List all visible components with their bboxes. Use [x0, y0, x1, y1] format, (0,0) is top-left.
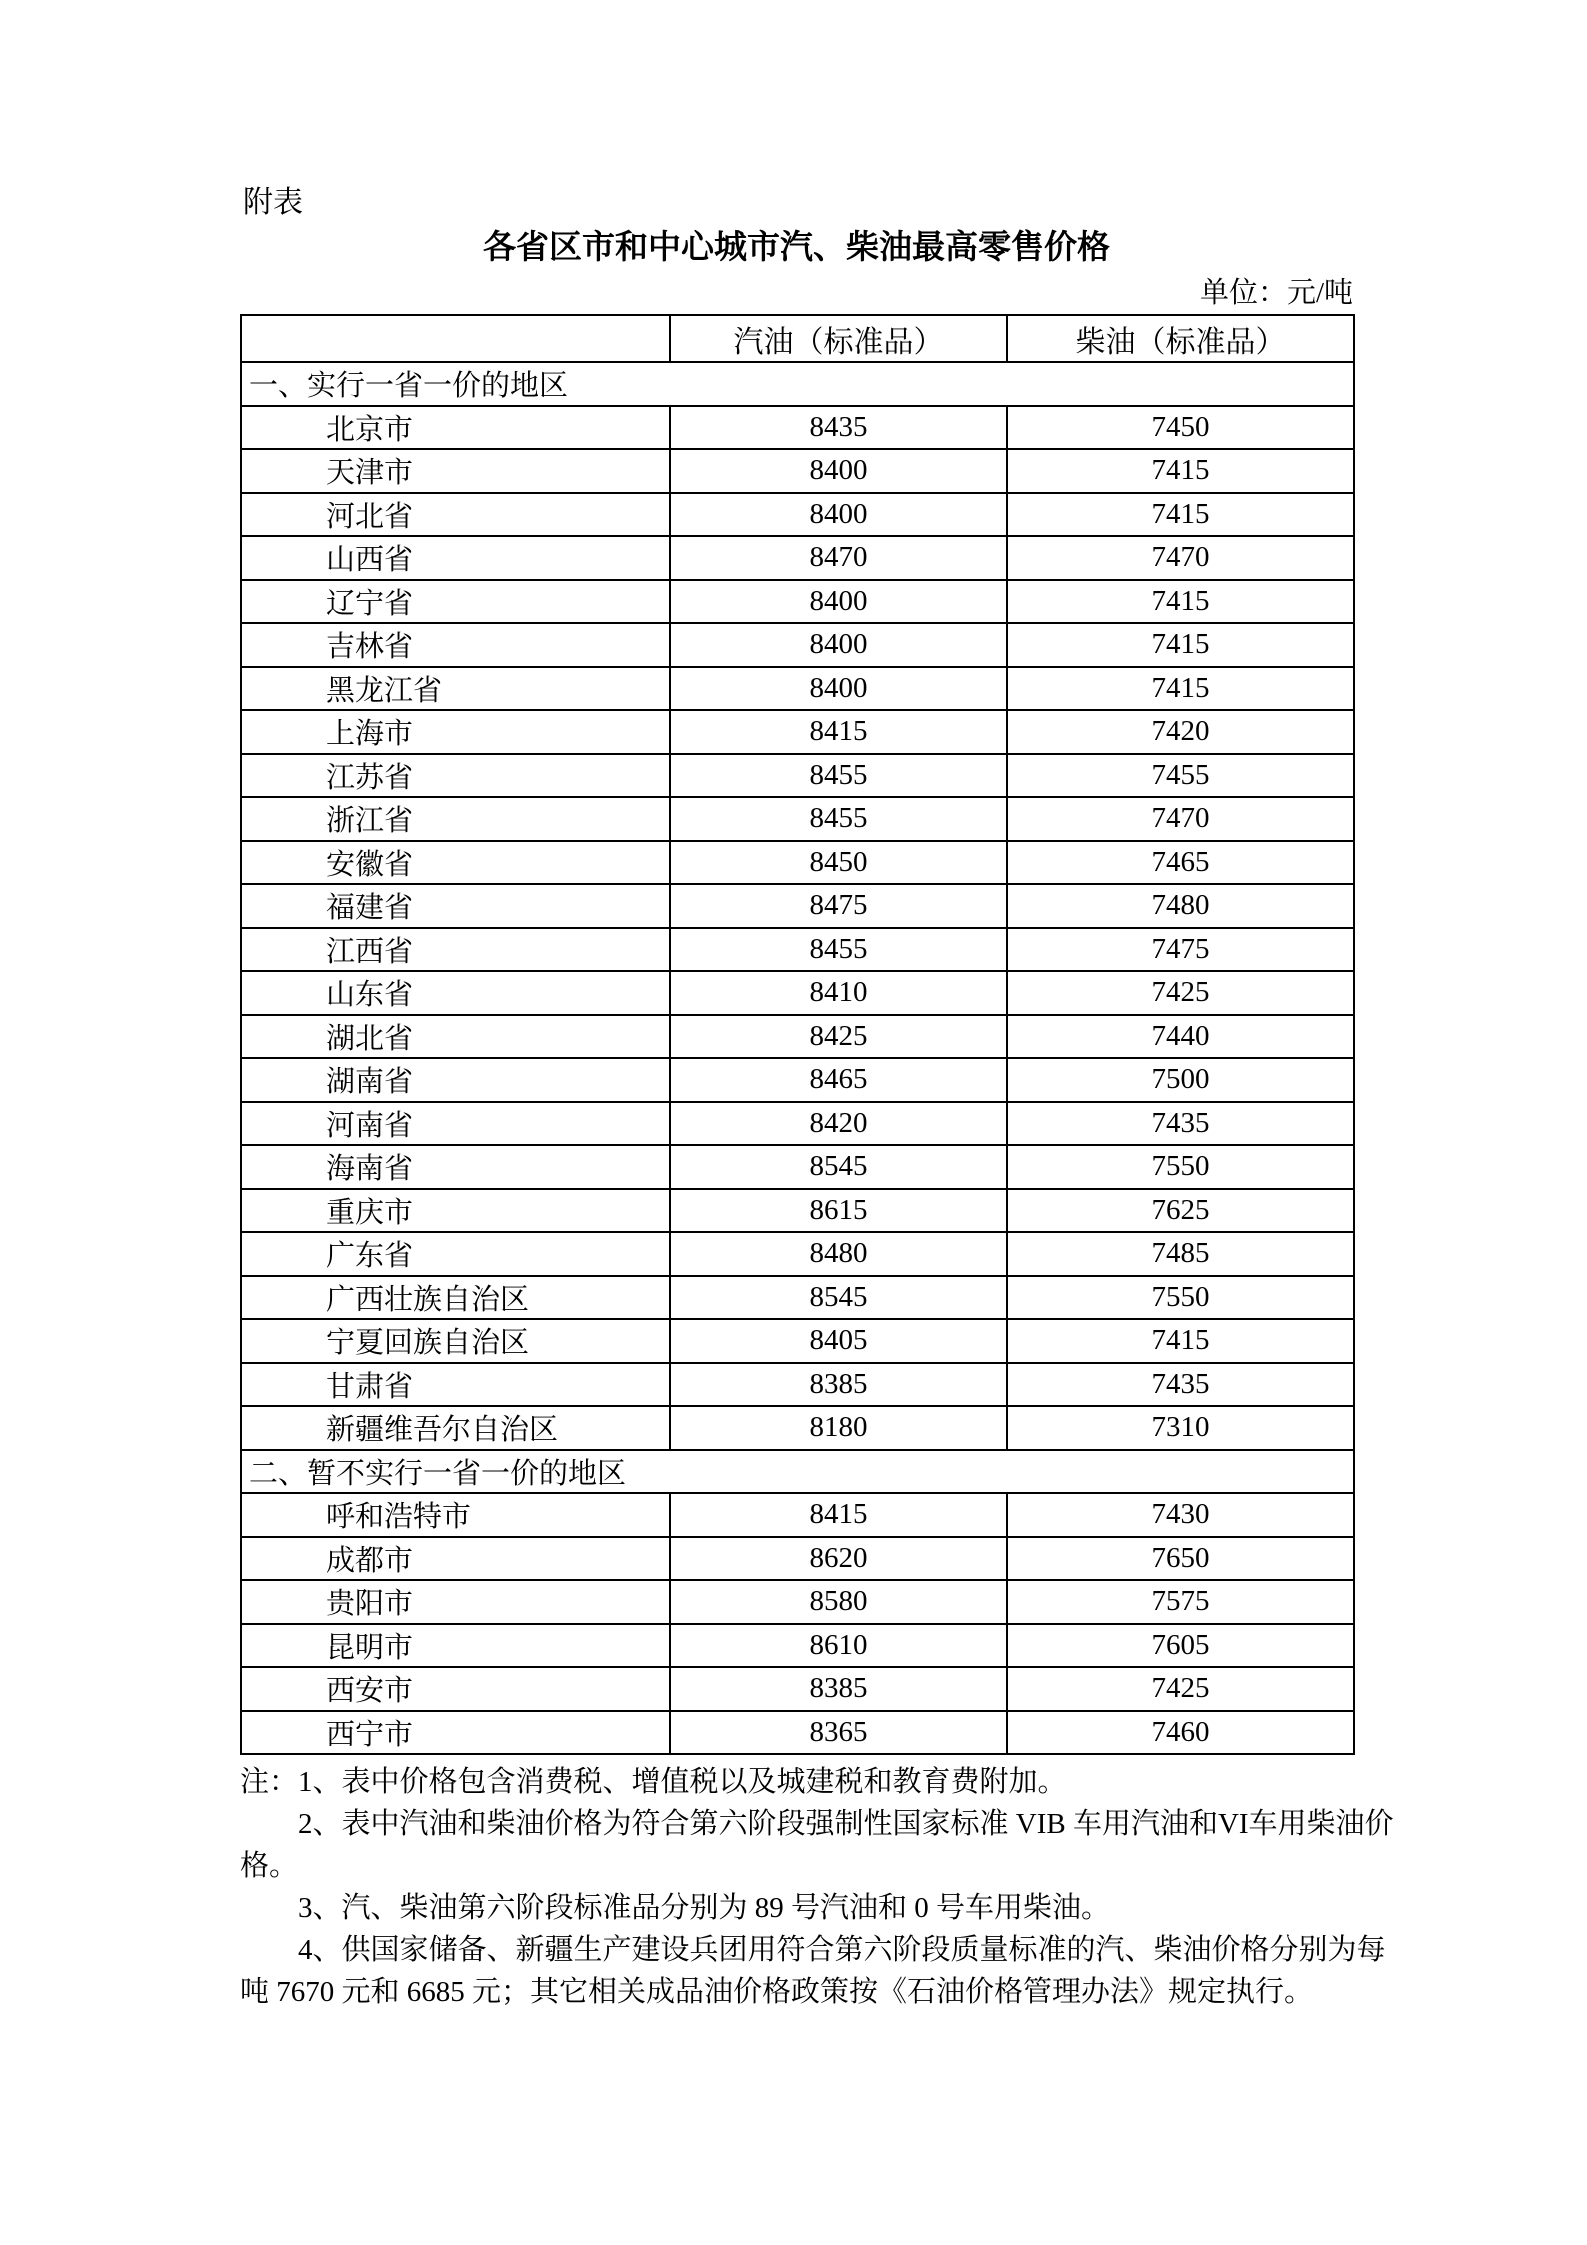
region-column-header	[241, 315, 670, 362]
region-cell: 西安市	[241, 1667, 670, 1711]
table-row	[241, 580, 1354, 624]
gasoline-price-cell: 8365	[670, 1711, 1007, 1755]
gasoline-price-cell: 8400	[670, 667, 1007, 711]
region-cell: 安徽省	[241, 841, 670, 885]
table-row	[241, 449, 1354, 493]
region-cell: 昆明市	[241, 1624, 670, 1668]
region-cell: 辽宁省	[241, 580, 670, 624]
table-row	[241, 1624, 1354, 1668]
gasoline-price-cell: 8435	[670, 406, 1007, 450]
diesel-price-cell: 7430	[1007, 1493, 1354, 1537]
diesel-price-cell: 7415	[1007, 1319, 1354, 1363]
table-row	[241, 1319, 1354, 1363]
region-cell: 江西省	[241, 928, 670, 972]
gasoline-price-cell: 8615	[670, 1189, 1007, 1233]
table-row	[241, 1711, 1354, 1755]
region-cell: 广西壮族自治区	[241, 1276, 670, 1320]
diesel-price-cell: 7605	[1007, 1624, 1354, 1668]
diesel-price-cell: 7415	[1007, 667, 1354, 711]
price-table	[240, 314, 1355, 1755]
diesel-price-cell: 7435	[1007, 1102, 1354, 1146]
table-row	[241, 667, 1354, 711]
diesel-price-cell: 7455	[1007, 754, 1354, 798]
table-row	[241, 1058, 1354, 1102]
attachment-label: 附表	[243, 186, 303, 219]
gasoline-price-cell: 8425	[670, 1015, 1007, 1059]
region-cell: 湖北省	[241, 1015, 670, 1059]
diesel-price-cell: 7425	[1007, 971, 1354, 1015]
note-line: 2、表中汽油和柴油价格为符合第六阶段强制性国家标准 VIB 车用汽油和VI车用柴油价	[298, 1808, 1394, 1840]
table-row	[241, 1145, 1354, 1189]
note-line: 格。	[240, 1850, 299, 1882]
region-cell: 山东省	[241, 971, 670, 1015]
gasoline-price-cell: 8455	[670, 928, 1007, 972]
unit-label: 单位：元/吨	[1199, 277, 1353, 309]
region-cell: 上海市	[241, 710, 670, 754]
diesel-column-header: 柴油（标准品）	[1007, 315, 1354, 362]
region-cell: 山西省	[241, 536, 670, 580]
diesel-price-cell: 7550	[1007, 1145, 1354, 1189]
note-line: 吨 7670 元和 6685 元；其它相关成品油价格政策按《石油价格管理办法》规定执行。	[240, 1976, 1314, 2008]
section-title-cell: 二、暂不实行一省一价的地区	[241, 1450, 1354, 1494]
table-row	[241, 1667, 1354, 1711]
gasoline-price-cell: 8480	[670, 1232, 1007, 1276]
table-row	[241, 841, 1354, 885]
diesel-price-cell: 7625	[1007, 1189, 1354, 1233]
table-row	[241, 1537, 1354, 1581]
table-row	[241, 406, 1354, 450]
gasoline-price-cell: 8385	[670, 1667, 1007, 1711]
diesel-price-cell: 7475	[1007, 928, 1354, 972]
diesel-price-cell: 7425	[1007, 1667, 1354, 1711]
region-cell: 宁夏回族自治区	[241, 1319, 670, 1363]
table-row	[241, 623, 1354, 667]
note-line: 注：1、表中价格包含消费税、增值税以及城建税和教育费附加。	[240, 1766, 1067, 1798]
gasoline-price-cell: 8400	[670, 493, 1007, 537]
diesel-price-cell: 7650	[1007, 1537, 1354, 1581]
region-cell: 浙江省	[241, 797, 670, 841]
region-cell: 广东省	[241, 1232, 670, 1276]
region-cell: 福建省	[241, 884, 670, 928]
diesel-price-cell: 7415	[1007, 449, 1354, 493]
price-table-header	[241, 315, 1354, 362]
diesel-price-cell: 7415	[1007, 580, 1354, 624]
diesel-price-cell: 7435	[1007, 1363, 1354, 1407]
note-line: 4、供国家储备、新疆生产建设兵团用符合第六阶段质量标准的汽、柴油价格分别为每	[298, 1934, 1386, 1966]
diesel-price-cell: 7470	[1007, 797, 1354, 841]
table-row	[241, 971, 1354, 1015]
notes	[240, 1761, 1394, 2013]
table-row	[241, 1015, 1354, 1059]
table-row	[241, 1493, 1354, 1537]
table-row	[241, 710, 1354, 754]
table-row	[241, 1406, 1354, 1450]
region-cell: 海南省	[241, 1145, 670, 1189]
gasoline-column-header: 汽油（标准品）	[670, 315, 1007, 362]
gasoline-price-cell: 8405	[670, 1319, 1007, 1363]
gasoline-price-cell: 8400	[670, 449, 1007, 493]
price-table-body	[241, 362, 1354, 1754]
table-row	[241, 928, 1354, 972]
region-cell: 甘肃省	[241, 1363, 670, 1407]
gasoline-price-cell: 8450	[670, 841, 1007, 885]
gasoline-price-cell: 8465	[670, 1058, 1007, 1102]
diesel-price-cell: 7420	[1007, 710, 1354, 754]
gasoline-price-cell: 8180	[670, 1406, 1007, 1450]
region-cell: 北京市	[241, 406, 670, 450]
region-cell: 天津市	[241, 449, 670, 493]
note-line: 3、汽、柴油第六阶段标准品分别为 89 号汽油和 0 号车用柴油。	[298, 1892, 1111, 1924]
gasoline-price-cell: 8580	[670, 1580, 1007, 1624]
region-cell: 贵阳市	[241, 1580, 670, 1624]
gasoline-price-cell: 8400	[670, 623, 1007, 667]
section-title-cell: 一、实行一省一价的地区	[241, 362, 1354, 406]
region-cell: 湖南省	[241, 1058, 670, 1102]
region-cell: 西宁市	[241, 1711, 670, 1755]
gasoline-price-cell: 8400	[670, 580, 1007, 624]
region-cell: 重庆市	[241, 1189, 670, 1233]
table-row	[241, 1580, 1354, 1624]
diesel-price-cell: 7500	[1007, 1058, 1354, 1102]
diesel-price-cell: 7415	[1007, 623, 1354, 667]
table-row	[241, 797, 1354, 841]
diesel-price-cell: 7415	[1007, 493, 1354, 537]
diesel-price-cell: 7480	[1007, 884, 1354, 928]
gasoline-price-cell: 8545	[670, 1276, 1007, 1320]
gasoline-price-cell: 8620	[670, 1537, 1007, 1581]
region-cell: 黑龙江省	[241, 667, 670, 711]
table-row	[241, 1189, 1354, 1233]
table-row	[241, 1363, 1354, 1407]
diesel-price-cell: 7575	[1007, 1580, 1354, 1624]
table-row	[241, 1232, 1354, 1276]
diesel-price-cell: 7440	[1007, 1015, 1354, 1059]
table-row	[241, 884, 1354, 928]
gasoline-price-cell: 8455	[670, 754, 1007, 798]
gasoline-price-cell: 8610	[670, 1624, 1007, 1668]
gasoline-price-cell: 8475	[670, 884, 1007, 928]
diesel-price-cell: 7465	[1007, 841, 1354, 885]
diesel-price-cell: 7450	[1007, 406, 1354, 450]
document-title: 各省区市和中心城市汽、柴油最高零售价格	[483, 228, 1110, 265]
diesel-price-cell: 7310	[1007, 1406, 1354, 1450]
region-cell: 河北省	[241, 493, 670, 537]
region-cell: 呼和浩特市	[241, 1493, 670, 1537]
gasoline-price-cell: 8415	[670, 710, 1007, 754]
gasoline-price-cell: 8410	[670, 971, 1007, 1015]
region-cell: 河南省	[241, 1102, 670, 1146]
region-cell: 新疆维吾尔自治区	[241, 1406, 670, 1450]
gasoline-price-cell: 8420	[670, 1102, 1007, 1146]
region-cell: 成都市	[241, 1537, 670, 1581]
region-cell: 吉林省	[241, 623, 670, 667]
table-row	[241, 536, 1354, 580]
gasoline-price-cell: 8455	[670, 797, 1007, 841]
gasoline-price-cell: 8545	[670, 1145, 1007, 1189]
gasoline-price-cell: 8385	[670, 1363, 1007, 1407]
table-row	[241, 1276, 1354, 1320]
section-row	[241, 1450, 1354, 1494]
diesel-price-cell: 7460	[1007, 1711, 1354, 1755]
region-cell: 江苏省	[241, 754, 670, 798]
diesel-price-cell: 7485	[1007, 1232, 1354, 1276]
diesel-price-cell: 7550	[1007, 1276, 1354, 1320]
section-row	[241, 362, 1354, 406]
table-row	[241, 493, 1354, 537]
diesel-price-cell: 7470	[1007, 536, 1354, 580]
table-row	[241, 754, 1354, 798]
gasoline-price-cell: 8415	[670, 1493, 1007, 1537]
gasoline-price-cell: 8470	[670, 536, 1007, 580]
header-row	[241, 315, 1354, 362]
table-row	[241, 1102, 1354, 1146]
